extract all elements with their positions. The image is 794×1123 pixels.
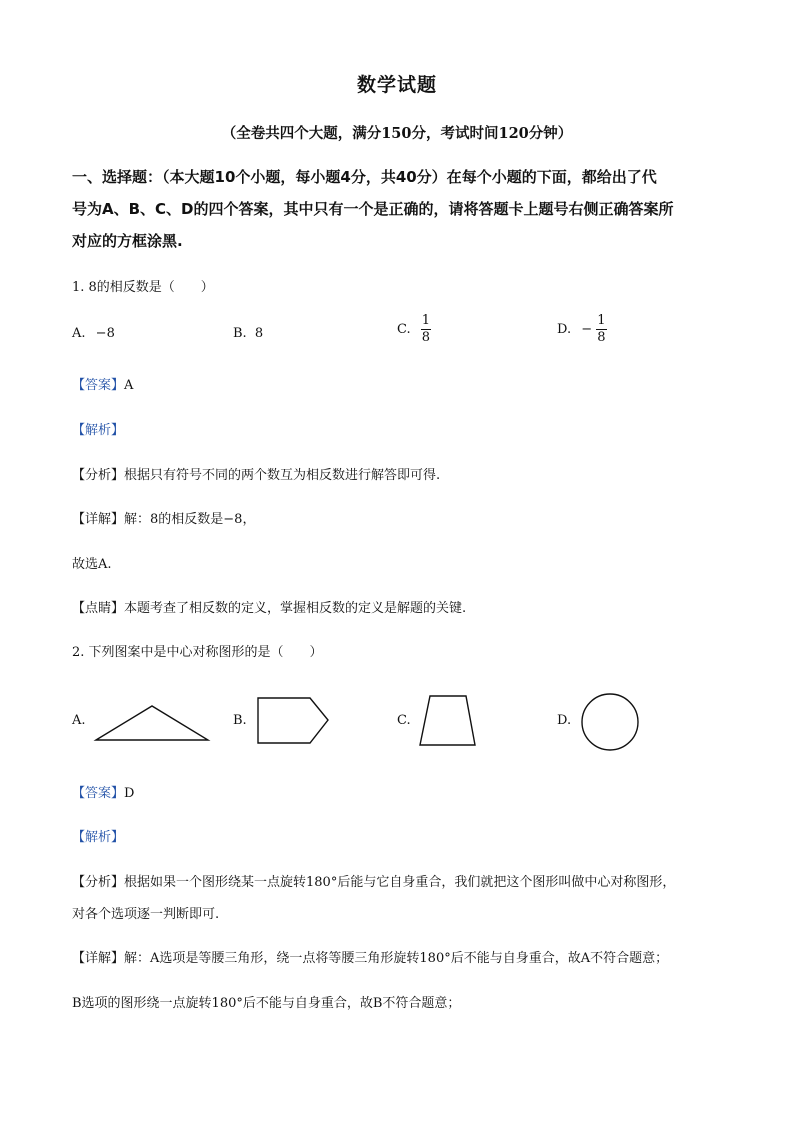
q1-dianjing-tag: 【点睛】 <box>72 601 125 616</box>
q1-option-c <box>397 313 431 346</box>
q1-option-a-label: A. <box>72 326 86 341</box>
q1-xiangjie-text: 解：8的相反数是−8， <box>124 512 256 527</box>
q1-option-d-denominator: 8 <box>597 330 606 345</box>
q2-option-b-label: B. <box>233 713 247 728</box>
q2-answer-value: D <box>124 786 135 801</box>
q1-option-b <box>233 326 263 341</box>
q1-answer-tag: 【答案】 <box>72 378 125 393</box>
q1-option-d-label: D. <box>557 322 572 337</box>
q1-option-a <box>72 326 115 341</box>
section-instruction-line-3: 对应的方框涂黑. <box>72 232 183 250</box>
q1-answer <box>72 374 133 393</box>
question-2-stem: 2. 下列图案中是中心对称图形的是（ ） <box>72 645 323 660</box>
q1-option-d-numerator: 1 <box>597 313 606 328</box>
q1-option-c-fraction <box>421 313 431 346</box>
q1-answer-value: A <box>124 378 134 393</box>
q2-answer-tag: 【答案】 <box>72 786 125 801</box>
q2-option-d-label: D. <box>557 713 572 728</box>
q1-dianjing <box>72 597 466 616</box>
q1-xiangjie <box>72 508 255 527</box>
q2-analysis-tag: 【解析】 <box>72 830 125 845</box>
q1-option-d <box>557 313 607 346</box>
q1-conclusion: 故选A. <box>72 557 112 572</box>
section-instruction-line-1: 一、选择题：（本大题10个小题，每小题4分，共40分）在每个小题的下面，都给出了代 <box>72 168 657 186</box>
q2-shape-isosceles-triangle <box>92 700 212 746</box>
q1-fenxi-tag: 【分析】 <box>72 468 125 483</box>
q1-option-d-fraction <box>596 313 606 346</box>
q2-xiangjie-text: 解：A选项是等腰三角形，绕一点将等腰三角形旋转180°后不能与自身重合，故A不符合题意； <box>124 951 669 966</box>
q2-answer <box>72 782 134 801</box>
q1-xiangjie-tag: 【详解】 <box>72 512 125 527</box>
q1-option-c-label: C. <box>397 322 411 337</box>
q2-fenxi-tag: 【分析】 <box>72 875 125 890</box>
page-subtitle: （全卷共四个大题，满分150分，考试时间120分钟） <box>221 125 573 142</box>
q1-fenxi-text: 根据只有符号不同的两个数互为相反数进行解答即可得. <box>124 468 441 483</box>
q1-analysis-tag: 【解析】 <box>72 423 125 438</box>
q1-dianjing-text: 本题考查了相反数的定义，掌握相反数的定义是解题的关键. <box>124 601 467 616</box>
q2-xiangjie <box>72 947 668 966</box>
q2-option-b-explanation: B选项的图形绕一点旋转180°后不能与自身重合，故B不符合题意； <box>72 996 461 1011</box>
question-1-stem: 1. 8的相反数是（ ） <box>72 280 214 295</box>
q2-option-c-label: C. <box>397 713 411 728</box>
q2-shape-trapezoid <box>416 692 480 750</box>
q2-shape-pentagon <box>254 694 334 750</box>
q1-option-b-value: 8 <box>254 326 264 341</box>
q1-fenxi <box>72 464 440 483</box>
q2-option-a-label: A. <box>72 713 86 728</box>
q2-fenxi-text-1: 根据如果一个图形绕某一点旋转180°后能与它自身重合，我们就把这个图形叫做中心对称图形， <box>124 875 676 890</box>
q1-option-c-denominator: 8 <box>421 330 431 345</box>
section-instruction-line-2: 号为A、B、C、D的四个答案，其中只有一个是正确的，请将答题卡上题号右侧正确答案所 <box>72 200 674 218</box>
q1-option-b-label: B. <box>233 326 247 341</box>
q1-option-d-sign: − <box>581 322 593 337</box>
q2-fenxi-line-1 <box>72 871 675 890</box>
q1-option-a-value: −8 <box>95 326 115 341</box>
q1-option-c-numerator: 1 <box>421 313 431 328</box>
q2-xiangjie-tag: 【详解】 <box>72 951 125 966</box>
q2-fenxi-text-2: 对各个选项逐一判断即可. <box>72 907 220 922</box>
page-title: 数学试题 <box>356 74 437 96</box>
q2-shape-circle <box>578 690 642 754</box>
